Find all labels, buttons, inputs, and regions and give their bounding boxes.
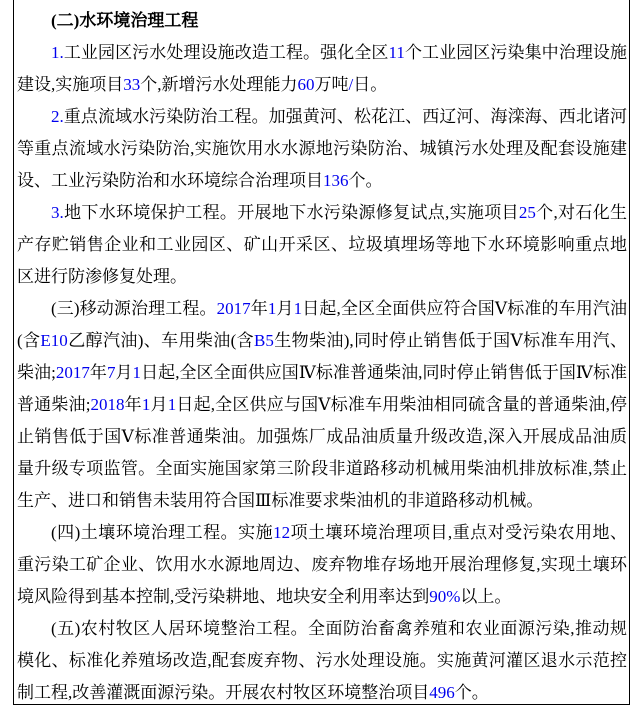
body-text: 年 xyxy=(124,395,142,414)
body-text: 项土壤环境治理项目,重点对受污染农用地、重污染工矿企业、饮用水水源地周边、废弃物堆存场地开展治理修复,实现土壤环境风险得到基本控制,受污染耕地、地块安全利用率达到 xyxy=(17,523,628,606)
body-text: (四)土壤环境治理工程。实施 xyxy=(51,523,274,542)
numeric-text: 1 xyxy=(293,299,303,318)
numeric-text: 2017 xyxy=(55,363,90,382)
body-text: 年 xyxy=(89,363,107,382)
para-soil xyxy=(17,517,627,613)
numeric-text: 2017 xyxy=(216,299,251,318)
document-body-text xyxy=(17,5,627,708)
numeric-text: / xyxy=(348,75,354,94)
body-text: 个,新增污水处理能力 xyxy=(140,75,298,94)
body-text: 个。 xyxy=(348,171,383,190)
numeric-text: 11 xyxy=(388,43,405,62)
body-text: 日起,全区供应与国Ⅴ标准车用柴油相同硫含量的普通柴油,停止销售低于国Ⅴ标准普通柴油。加强炼厂成品油质量升级改造,深入开展成品油质量升级专项监管。全面实施国家第三阶段非道路移动机械用柴油机排放标准,禁止生产、进口和销售未装用符合国Ⅲ标准要求柴油机的非道路移动机械。 xyxy=(17,395,628,510)
body-text: 个。 xyxy=(454,683,489,702)
numeric-text: 90% xyxy=(429,587,461,606)
body-text: 乙醇汽油)、车用柴油(含 xyxy=(67,331,255,350)
body-text: 月 xyxy=(276,299,294,318)
numeric-text: 2. xyxy=(51,107,64,126)
para-1-industrial-wastewater xyxy=(17,37,627,101)
body-text: 月 xyxy=(115,363,133,382)
numeric-text: 1. xyxy=(51,43,64,62)
numeric-text: 3. xyxy=(51,203,64,222)
document-bordered-cell xyxy=(13,0,630,705)
numeric-text: 496 xyxy=(429,683,455,702)
body-text: (五)农村牧区人居环境整治工程。全面防治畜禽养殖和农业面源污染,推动规模化、标准化养殖场改造,配套废弃物、污水处理设施。实施黄河灌区退水示范控制工程,改善灌溉面源污染。开展农村牧区环境整治项目 xyxy=(17,619,627,702)
body-text: 日。 xyxy=(353,75,388,94)
numeric-text: 25 xyxy=(518,203,536,222)
para-rural xyxy=(17,613,627,708)
numeric-text: 1 xyxy=(141,395,151,414)
body-text: 年 xyxy=(250,299,268,318)
body-text: 月 xyxy=(150,395,168,414)
body-text: 个工业园区污染集中治理设施建设,实施项目 xyxy=(17,43,628,94)
numeric-text: 1 xyxy=(267,299,277,318)
body-text: 日起,全区全面供应国Ⅳ标准普通柴油,同时停止销售低于国Ⅳ标准普通柴油; xyxy=(17,363,628,414)
body-text: 地下水环境保护工程。开展地下水污染源修复试点,实施项目 xyxy=(63,203,519,222)
para-mobile-sources xyxy=(17,293,627,517)
numeric-text: 1 xyxy=(132,363,142,382)
numeric-text: B5 xyxy=(254,331,274,350)
para-2-key-basins xyxy=(17,101,627,197)
body-text: 日起,全区全面供应符合国Ⅴ标准的车用汽油(含 xyxy=(17,299,628,350)
numeric-text: 12 xyxy=(273,523,291,542)
numeric-text: 60 xyxy=(297,75,315,94)
body-text: 以上。 xyxy=(460,587,512,606)
numeric-text: 33 xyxy=(123,75,141,94)
body-text: (三)移动源治理工程。 xyxy=(51,299,217,318)
numeric-text: 1 xyxy=(167,395,177,414)
numeric-text: 2018 xyxy=(90,395,125,414)
heading-water-env xyxy=(17,5,627,37)
body-text: 重点流域水污染防治工程。加强黄河、松花江、西辽河、海滦海、西北诸河等重点流域水污染防治,实施饮用水水源地污染防治、城镇污水处理及配套设施建设、工业污染防治和水环境综合治理项目 xyxy=(17,107,627,190)
body-text: 个,对石化生产存贮销售企业和工业园区、矿山开采区、垃圾填埋场等地下水环境影响重点地区进行防渗修复处理。 xyxy=(17,203,628,286)
para-3-groundwater xyxy=(17,197,627,293)
numeric-text: 136 xyxy=(323,171,349,190)
body-text: 生物柴油),同时停止销售低于国Ⅴ标准车用汽、柴油; xyxy=(17,331,627,382)
body-text: 万吨 xyxy=(314,75,349,94)
numeric-text: E10 xyxy=(40,331,68,350)
body-text: 工业园区污水处理设施改造工程。强化全区 xyxy=(63,43,389,62)
numeric-text: 7 xyxy=(106,363,116,382)
body-text: (二)水环境治理工程 xyxy=(51,11,199,30)
